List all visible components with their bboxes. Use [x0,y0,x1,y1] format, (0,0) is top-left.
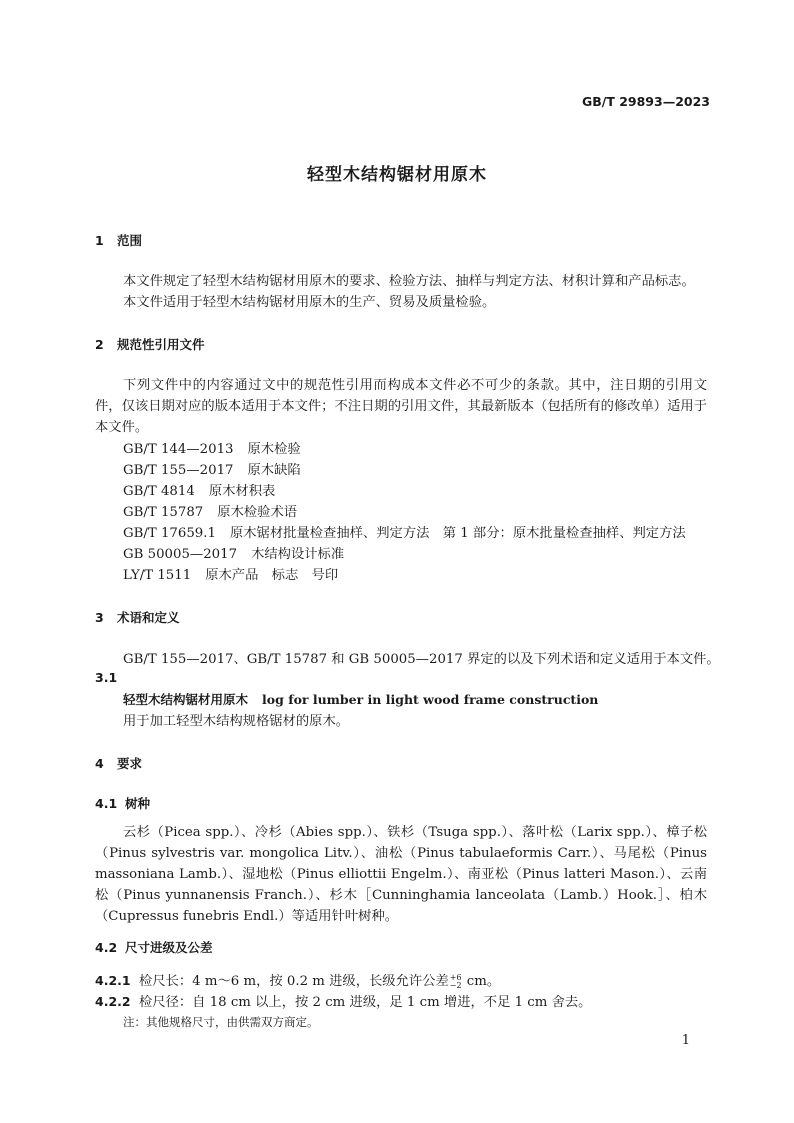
terms-intro: GB/T 155—2017、GB/T 15787 和 GB 50005—2017 界定的以及下列术语和定义适用于本文件。 [123,652,720,667]
term-number: 3.1 [95,670,118,685]
reference-code: LY/T 1511 [123,568,192,583]
reference-item [123,564,338,583]
section-title: 术语和定义 [117,610,180,625]
clause-text: 检尺径：自 18 cm 以上，按 2 cm 进级，足 1 cm 增进，不足 1 cm 舍去。 [139,995,592,1010]
reference-item [123,438,301,457]
clause-number: 4.2.2 [95,994,131,1009]
term-english: log for lumber in light wood frame construction [262,692,599,707]
section-3-heading [95,608,180,626]
normative-references-intro: 下列文件中的内容通过文中的规范性引用而构成本文件必不可少的条款。其中，注日期的引用文件，仅该日期对应的版本适用于本文件；不注日期的引用文件，其最新版本（包括所有的修改单）适用于本文件。 [95,378,707,435]
section-2-heading [95,335,205,353]
section-title: 范围 [117,233,143,248]
tolerance-values [450,974,462,990]
subsection-4-1-heading [95,794,150,812]
reference-name: 原木缺陷 [247,463,301,478]
term-chinese: 轻型木结构锯材用原木 [123,692,249,707]
reference-code: GB/T 4814 [123,484,195,499]
reference-code: GB/T 144—2013 [123,442,234,457]
reference-name: 原木产品 标志 号印 [205,568,339,583]
clause-text-end: cm。 [462,974,501,989]
tree-species-paragraph: 云杉（Picea spp.）、冷杉（Abies spp.）、铁杉（Tsuga spp.）、落叶松（Larix spp.）、樟子松（Pinus sylvestris var. mongolica Litv.）、油松（Pinus tabulaeformis Carr.）、马尾松（Pinus massoniana Lamb.）、湿地松（Pinus elliottii Engelm.）、南亚松（Pinus latteri Mason.）、云南松（Pinus yunnanensis Franch.）、杉木［Cunninghamia lanceolata（Lamb.）Hook.］、柏木（Cupressus funebris Endl.）等适用针叶树种。 [95,825,707,924]
section-title: 要求 [117,756,143,771]
section-number: 1 [95,233,104,248]
reference-name: 木结构设计标准 [251,547,345,562]
reference-code: GB/T 155—2017 [123,463,234,478]
reference-item [123,459,301,478]
page-number: 1 [681,1033,690,1048]
subsection-4-2-heading [95,938,213,956]
clause-4-2-1 [95,970,500,990]
subsection-number: 4.2 [95,940,118,955]
clause-number: 4.2.1 [95,973,131,988]
reference-code: GB/T 15787 [123,505,204,520]
section-1-heading [95,231,142,249]
reference-name: 原木锯材批量检查抽样、判定方法 第 1 部分：原木批量检查抽样、判定方法 [229,526,686,541]
subsection-title: 尺寸进级及公差 [125,940,213,955]
reference-code: GB 50005—2017 [123,547,238,562]
clause-text: 检尺长：4 m～6 m，按 0.2 m 进级，长级允许公差 [139,974,449,989]
reference-item [123,501,297,520]
section-number: 3 [95,610,104,625]
section-4-heading [95,754,142,772]
reference-name: 原木检验术语 [217,505,298,520]
section-number: 2 [95,337,104,352]
section-title: 规范性引用文件 [117,337,205,352]
subsection-title: 树种 [125,796,151,811]
note: 注：其他规格尺寸，由供需双方商定。 [123,1015,319,1029]
scope-paragraph-1: 本文件规定了轻型木结构锯材用原木的要求、检验方法、抽样与判定方法、材积计算和产品标志。 [123,274,695,289]
reference-item [123,522,686,541]
tolerance-upper: +6 [449,972,462,982]
reference-code: GB/T 17659.1 [123,526,216,541]
reference-name: 原木检验 [247,442,301,457]
subsection-number: 4.1 [95,796,118,811]
reference-item [123,480,275,499]
section-number: 4 [95,756,104,771]
tolerance-lower: −2 [449,980,462,990]
reference-name: 原木材积表 [208,484,276,499]
reference-item [123,543,344,562]
scope-paragraph-2: 本文件适用于轻型木结构锯材用原木的生产、贸易及质量检验。 [123,295,496,310]
clause-4-2-2 [95,991,591,1010]
term-entry [123,690,598,708]
standard-number: GB/T 29893—2023 [581,94,710,109]
term-definition: 用于加工轻型木结构规格锯材的原木。 [123,714,350,729]
document-title: 轻型木结构锯材用原木 [307,165,487,185]
